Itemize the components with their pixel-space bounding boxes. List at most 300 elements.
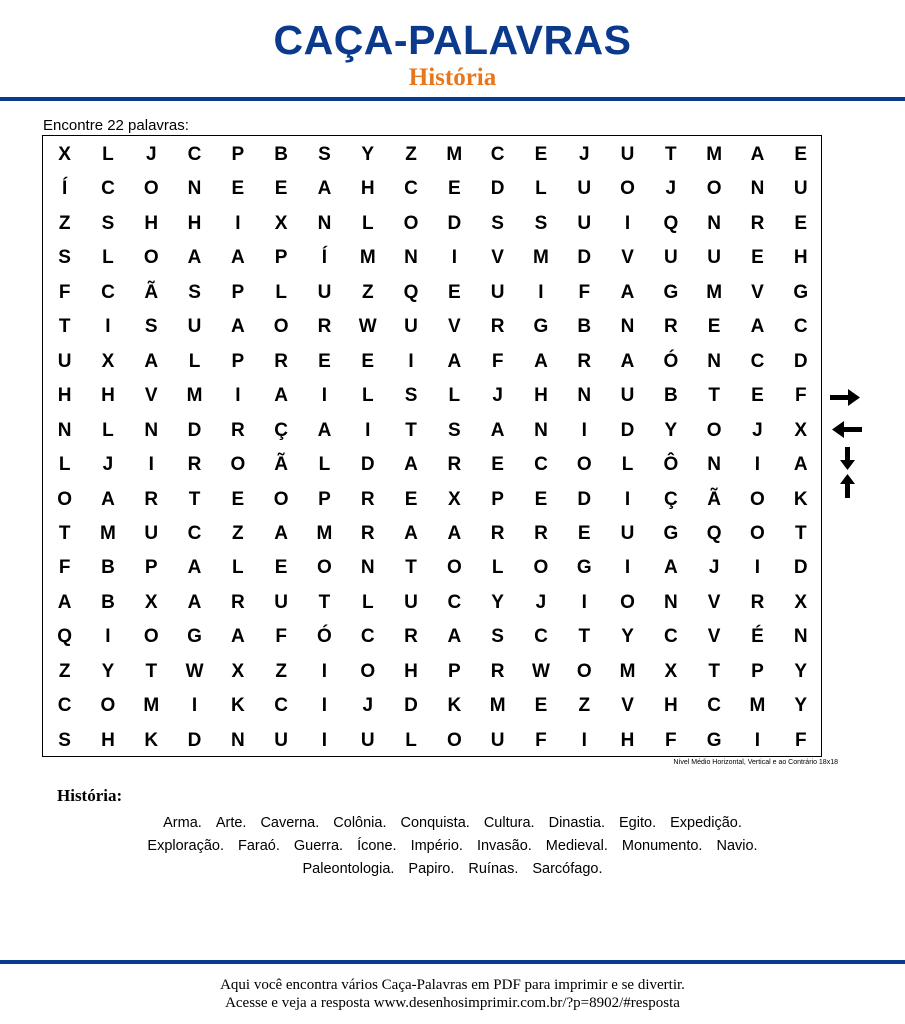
grid-cell[interactable]: V	[707, 591, 721, 613]
grid-cell[interactable]: L	[102, 144, 114, 165]
grid-cell[interactable]: M	[706, 281, 723, 303]
grid-cell[interactable]: H	[360, 178, 375, 200]
grid-cell[interactable]: O	[533, 557, 549, 579]
grid-cell[interactable]: O	[706, 178, 722, 200]
grid-cell[interactable]: E	[231, 178, 245, 200]
grid-cell[interactable]: C	[101, 281, 115, 303]
grid-cell[interactable]: H	[57, 385, 72, 407]
grid-cell[interactable]: U	[404, 316, 418, 338]
grid-cell[interactable]: R	[490, 522, 505, 544]
grid-cell[interactable]: N	[663, 591, 678, 613]
grid-cell[interactable]: H	[793, 247, 808, 269]
grid-cell[interactable]: C	[447, 591, 462, 613]
grid-cell[interactable]: I	[581, 729, 587, 751]
grid-cell[interactable]: Y	[491, 591, 504, 613]
grid-cell[interactable]: J	[492, 385, 503, 407]
grid-cell[interactable]: P	[447, 660, 461, 682]
grid-cell[interactable]: R	[230, 419, 245, 441]
grid-cell[interactable]: L	[361, 212, 374, 234]
grid-cell[interactable]: D	[577, 247, 592, 269]
grid-cell[interactable]: A	[57, 591, 72, 613]
grid-cell[interactable]: F	[578, 281, 591, 303]
grid-cell[interactable]: N	[360, 557, 375, 579]
grid-cell[interactable]: T	[405, 557, 417, 579]
grid-cell[interactable]: X	[794, 591, 808, 613]
grid-cell[interactable]: M	[489, 695, 506, 717]
grid-cell[interactable]: O	[143, 178, 159, 200]
grid-cell[interactable]: N	[707, 350, 722, 372]
grid-cell[interactable]: B	[101, 591, 115, 613]
grid-cell[interactable]: I	[754, 454, 761, 476]
grid-cell[interactable]: N	[57, 419, 72, 441]
grid-cell[interactable]: B	[101, 557, 115, 579]
grid-cell[interactable]: A	[404, 522, 418, 544]
grid-cell[interactable]: A	[750, 144, 765, 165]
grid-cell[interactable]: O	[230, 454, 246, 476]
grid-cell[interactable]: R	[360, 488, 375, 510]
grid-cell[interactable]: Q	[57, 626, 73, 648]
grid-cell[interactable]: T	[318, 591, 331, 613]
grid-cell[interactable]: E	[751, 385, 764, 407]
grid-cell[interactable]: O	[317, 557, 332, 579]
grid-cell[interactable]: U	[620, 385, 635, 407]
grid-cell[interactable]: O	[273, 488, 289, 510]
grid-cell[interactable]: Y	[101, 660, 115, 682]
grid-cell[interactable]: J	[752, 419, 763, 441]
grid-cell[interactable]: N	[793, 626, 808, 648]
grid-cell[interactable]: S	[58, 729, 71, 751]
grid-cell[interactable]: A	[534, 350, 548, 372]
grid-cell[interactable]: D	[577, 488, 592, 510]
grid-cell[interactable]: X	[447, 488, 461, 510]
grid-cell[interactable]: T	[665, 144, 677, 165]
grid-cell[interactable]: U	[577, 178, 592, 200]
grid-cell[interactable]: X	[231, 660, 245, 682]
grid-cell[interactable]: B	[577, 316, 592, 338]
grid-cell[interactable]: N	[534, 419, 548, 441]
grid-cell[interactable]: R	[230, 591, 245, 613]
grid-cell[interactable]: A	[187, 557, 202, 579]
grid-cell[interactable]: I	[408, 350, 414, 372]
grid-cell[interactable]: L	[275, 281, 287, 303]
grid-cell[interactable]: R	[144, 488, 159, 510]
grid-cell[interactable]: E	[534, 488, 548, 510]
grid-cell[interactable]: K	[144, 729, 159, 751]
grid-cell[interactable]: Z	[405, 144, 417, 165]
grid-cell[interactable]: Q	[706, 522, 722, 544]
grid-cell[interactable]: V	[491, 247, 504, 269]
grid-cell[interactable]: M	[619, 660, 636, 682]
grid-cell[interactable]: O	[576, 660, 592, 682]
grid-cell[interactable]: L	[58, 454, 71, 476]
grid-cell[interactable]: I	[754, 557, 761, 579]
grid-cell[interactable]: C	[101, 178, 115, 200]
grid-cell[interactable]: B	[274, 144, 289, 165]
grid-cell[interactable]: P	[318, 488, 331, 510]
grid-cell[interactable]: N	[707, 212, 722, 234]
grid-cell[interactable]: D	[620, 419, 635, 441]
grid-cell[interactable]: A	[230, 626, 245, 648]
grid-cell[interactable]: I	[321, 729, 328, 751]
grid-cell[interactable]: H	[101, 385, 115, 407]
grid-cell[interactable]: E	[707, 316, 721, 338]
grid-cell[interactable]: J	[145, 144, 157, 165]
grid-cell[interactable]: D	[793, 350, 808, 372]
grid-cell[interactable]: A	[101, 488, 115, 510]
grid-cell[interactable]: Z	[275, 660, 287, 682]
grid-cell[interactable]: L	[361, 385, 374, 407]
grid-cell[interactable]: R	[447, 454, 462, 476]
grid-cell[interactable]: P	[144, 557, 158, 579]
grid-cell[interactable]: V	[447, 316, 461, 338]
grid-cell[interactable]: Z	[361, 281, 374, 303]
grid-cell[interactable]: R	[360, 522, 375, 544]
grid-cell[interactable]: M	[446, 144, 463, 165]
grid-cell[interactable]: N	[187, 178, 202, 200]
grid-cell[interactable]: Y	[621, 626, 634, 648]
grid-cell[interactable]: R	[534, 522, 548, 544]
grid-cell[interactable]: K	[230, 695, 245, 717]
grid-cell[interactable]: N	[404, 247, 418, 269]
grid-cell[interactable]: O	[100, 695, 116, 717]
grid-cell[interactable]: A	[490, 419, 505, 441]
grid-cell[interactable]: S	[491, 626, 504, 648]
grid-cell[interactable]: I	[624, 488, 631, 510]
grid-cell[interactable]: H	[187, 212, 202, 234]
grid-cell[interactable]: L	[361, 591, 374, 613]
grid-cell[interactable]: C	[663, 626, 678, 648]
grid-cell[interactable]: X	[58, 144, 71, 165]
grid-cell[interactable]: U	[490, 281, 505, 303]
grid-cell[interactable]: A	[230, 247, 245, 269]
grid-cell[interactable]: K	[793, 488, 808, 510]
grid-cell[interactable]: O	[750, 488, 765, 510]
grid-cell[interactable]: H	[620, 729, 635, 751]
grid-cell[interactable]: A	[750, 316, 765, 338]
grid-cell[interactable]: N	[230, 729, 245, 751]
grid-cell[interactable]: C	[490, 144, 505, 165]
grid-cell[interactable]: A	[620, 281, 635, 303]
grid-cell[interactable]: D	[360, 454, 375, 476]
grid-cell[interactable]: X	[274, 212, 288, 234]
grid-cell[interactable]: F	[58, 557, 71, 579]
grid-cell[interactable]: N	[750, 178, 765, 200]
grid-cell[interactable]: F	[535, 729, 547, 751]
grid-cell[interactable]: E	[274, 557, 288, 579]
grid-cell[interactable]: Ã	[707, 488, 722, 510]
grid-cell[interactable]: M	[533, 247, 549, 269]
grid-cell[interactable]: V	[621, 695, 634, 717]
grid-cell[interactable]: E	[231, 488, 245, 510]
grid-cell[interactable]: T	[58, 522, 71, 544]
grid-cell[interactable]: F	[491, 350, 504, 372]
grid-cell[interactable]: U	[490, 729, 505, 751]
grid-cell[interactable]: P	[274, 247, 288, 269]
grid-cell[interactable]: K	[447, 695, 462, 717]
grid-cell[interactable]: L	[188, 350, 201, 372]
grid-cell[interactable]: M	[316, 522, 333, 544]
grid-cell[interactable]: T	[405, 419, 417, 441]
grid-cell[interactable]: O	[706, 419, 722, 441]
grid-cell[interactable]: J	[665, 178, 677, 200]
grid-cell[interactable]: U	[404, 591, 418, 613]
grid-cell[interactable]: E	[361, 350, 375, 372]
grid-cell[interactable]: M	[706, 144, 723, 165]
grid-cell[interactable]: J	[578, 144, 590, 165]
grid-cell[interactable]: I	[365, 419, 371, 441]
grid-cell[interactable]: H	[144, 212, 159, 234]
grid-cell[interactable]: S	[101, 212, 115, 234]
grid-cell[interactable]: L	[621, 454, 634, 476]
grid-cell[interactable]: I	[321, 660, 328, 682]
grid-cell[interactable]: A	[793, 454, 808, 476]
grid-cell[interactable]: P	[751, 660, 764, 682]
grid-cell[interactable]: E	[751, 247, 764, 269]
grid-cell[interactable]: E	[534, 695, 548, 717]
grid-cell[interactable]: L	[405, 729, 417, 751]
grid-cell[interactable]: A	[447, 350, 462, 372]
grid-cell[interactable]: F	[58, 281, 71, 303]
grid-cell[interactable]: D	[490, 178, 505, 200]
grid-cell[interactable]: O	[446, 557, 462, 579]
grid-cell[interactable]: L	[448, 385, 461, 407]
grid-cell[interactable]: V	[707, 626, 721, 648]
grid-cell[interactable]: A	[187, 591, 202, 613]
grid-cell[interactable]: O	[403, 212, 419, 234]
grid-cell[interactable]: P	[231, 350, 245, 372]
grid-cell[interactable]: G	[576, 557, 592, 579]
grid-cell[interactable]: O	[143, 626, 159, 648]
grid-cell[interactable]: U	[274, 591, 289, 613]
grid-cell[interactable]: A	[274, 385, 289, 407]
grid-cell[interactable]: U	[577, 212, 592, 234]
grid-cell[interactable]: T	[794, 522, 807, 544]
grid-cell[interactable]: P	[231, 281, 245, 303]
grid-cell[interactable]: O	[576, 454, 592, 476]
grid-cell[interactable]: M	[100, 522, 116, 544]
grid-cell[interactable]: W	[531, 660, 550, 682]
grid-cell[interactable]: D	[187, 729, 202, 751]
grid-cell[interactable]: Ó	[663, 350, 679, 372]
grid-cell[interactable]: U	[663, 247, 678, 269]
grid-cell[interactable]: I	[624, 557, 631, 579]
grid-cell[interactable]: F	[794, 385, 807, 407]
grid-cell[interactable]: Y	[664, 419, 678, 441]
grid-cell[interactable]: R	[663, 316, 678, 338]
grid-cell[interactable]: C	[793, 316, 808, 338]
grid-cell[interactable]: A	[317, 419, 332, 441]
grid-cell[interactable]: R	[490, 316, 505, 338]
grid-cell[interactable]: P	[231, 144, 245, 165]
grid-cell[interactable]: J	[102, 454, 114, 476]
grid-cell[interactable]: Y	[794, 660, 808, 682]
grid-cell[interactable]: R	[317, 316, 332, 338]
grid-cell[interactable]: U	[793, 178, 808, 200]
grid-cell[interactable]: C	[534, 626, 548, 648]
grid-cell[interactable]: S	[188, 281, 201, 303]
grid-cell[interactable]: N	[577, 385, 592, 407]
grid-cell[interactable]: R	[750, 212, 765, 234]
grid-cell[interactable]: S	[318, 144, 331, 165]
grid-cell[interactable]: R	[187, 454, 202, 476]
grid-cell[interactable]: E	[318, 350, 331, 372]
grid-cell[interactable]: I	[754, 729, 761, 751]
grid-cell[interactable]: C	[57, 695, 72, 717]
grid-cell[interactable]: E	[491, 454, 504, 476]
grid-cell[interactable]: E	[447, 281, 461, 303]
grid-cell[interactable]: Ô	[663, 454, 679, 476]
grid-cell[interactable]: M	[359, 247, 376, 269]
grid-cell[interactable]: O	[273, 316, 289, 338]
grid-cell[interactable]: B	[663, 385, 678, 407]
grid-cell[interactable]: O	[750, 522, 765, 544]
grid-cell[interactable]: T	[188, 488, 201, 510]
grid-cell[interactable]: R	[404, 626, 418, 648]
grid-cell[interactable]: S	[491, 212, 504, 234]
grid-cell[interactable]: D	[447, 212, 462, 234]
grid-cell[interactable]: A	[144, 350, 159, 372]
grid-cell[interactable]: C	[187, 522, 202, 544]
grid-cell[interactable]: T	[145, 660, 158, 682]
grid-cell[interactable]: X	[101, 350, 115, 372]
grid-cell[interactable]: I	[191, 695, 198, 717]
grid-cell[interactable]: S	[58, 247, 71, 269]
grid-cell[interactable]: M	[186, 385, 203, 407]
grid-cell[interactable]: V	[621, 247, 634, 269]
grid-cell[interactable]: L	[535, 178, 547, 200]
grid-cell[interactable]: I	[321, 385, 328, 407]
grid-cell[interactable]: W	[185, 660, 204, 682]
grid-cell[interactable]: E	[794, 144, 808, 165]
grid-cell[interactable]: Í	[321, 247, 328, 269]
grid-cell[interactable]: I	[581, 591, 587, 613]
grid-cell[interactable]: O	[446, 729, 462, 751]
grid-cell[interactable]: Z	[232, 522, 244, 544]
grid-cell[interactable]: N	[144, 419, 159, 441]
grid-cell[interactable]: T	[708, 660, 720, 682]
grid-cell[interactable]: U	[144, 522, 159, 544]
grid-cell[interactable]: N	[620, 316, 635, 338]
grid-cell[interactable]: Y	[361, 144, 375, 165]
grid-cell[interactable]: T	[58, 316, 71, 338]
grid-cell[interactable]: R	[274, 350, 289, 372]
grid-cell[interactable]: I	[321, 695, 328, 717]
grid-cell[interactable]: X	[794, 419, 808, 441]
grid-cell[interactable]: U	[620, 522, 635, 544]
grid-cell[interactable]: D	[404, 695, 418, 717]
grid-cell[interactable]: U	[187, 316, 202, 338]
grid-cell[interactable]: N	[317, 212, 332, 234]
grid-cell[interactable]: A	[620, 350, 635, 372]
grid-cell[interactable]: H	[101, 729, 115, 751]
grid-cell[interactable]: M	[143, 695, 160, 717]
grid-cell[interactable]: I	[624, 212, 631, 234]
grid-cell[interactable]: T	[708, 385, 720, 407]
grid-cell[interactable]: Ã	[274, 454, 289, 476]
grid-cell[interactable]: D	[793, 557, 808, 579]
grid-cell[interactable]: V	[144, 385, 158, 407]
grid-cell[interactable]: S	[144, 316, 158, 338]
grid-cell[interactable]: É	[751, 626, 764, 648]
grid-cell[interactable]: L	[318, 454, 331, 476]
grid-cell[interactable]: A	[187, 247, 202, 269]
grid-cell[interactable]: L	[102, 247, 114, 269]
grid-cell[interactable]: U	[57, 350, 72, 372]
grid-cell[interactable]: X	[664, 660, 678, 682]
grid-cell[interactable]: U	[707, 247, 722, 269]
grid-cell[interactable]: O	[143, 247, 159, 269]
grid-cell[interactable]: J	[535, 591, 547, 613]
grid-cell[interactable]: S	[447, 419, 461, 441]
grid-cell[interactable]: L	[102, 419, 114, 441]
grid-cell[interactable]: F	[275, 626, 287, 648]
grid-cell[interactable]: S	[534, 212, 548, 234]
grid-cell[interactable]: T	[578, 626, 591, 648]
grid-cell[interactable]: I	[581, 419, 587, 441]
grid-cell[interactable]: I	[105, 626, 111, 648]
grid-cell[interactable]: O	[620, 178, 635, 200]
grid-cell[interactable]: G	[187, 626, 202, 648]
grid-cell[interactable]: I	[235, 212, 241, 234]
grid-cell[interactable]: F	[665, 729, 677, 751]
grid-cell[interactable]: E	[404, 488, 418, 510]
grid-cell[interactable]: O	[57, 488, 73, 510]
grid-cell[interactable]: A	[447, 522, 462, 544]
grid-cell[interactable]: G	[663, 522, 679, 544]
grid-cell[interactable]: S	[404, 385, 418, 407]
grid-cell[interactable]: H	[534, 385, 548, 407]
grid-cell[interactable]: C	[750, 350, 765, 372]
grid-cell[interactable]: A	[447, 626, 462, 648]
grid-cell[interactable]: Ç	[663, 488, 678, 510]
grid-cell[interactable]: N	[707, 454, 722, 476]
grid-cell[interactable]: C	[534, 454, 548, 476]
grid-cell[interactable]: L	[232, 557, 244, 579]
grid-cell[interactable]: Z	[58, 660, 71, 682]
grid-cell[interactable]: I	[148, 454, 154, 476]
grid-cell[interactable]: C	[187, 144, 202, 165]
grid-cell[interactable]: Q	[403, 281, 419, 303]
grid-cell[interactable]: G	[793, 281, 809, 303]
grid-cell[interactable]: E	[274, 178, 288, 200]
grid-cell[interactable]: Ç	[274, 419, 289, 441]
grid-cell[interactable]: C	[404, 178, 418, 200]
grid-cell[interactable]: I	[105, 316, 111, 338]
grid-cell[interactable]: L	[491, 557, 504, 579]
grid-cell[interactable]: I	[538, 281, 544, 303]
grid-cell[interactable]: Q	[663, 212, 679, 234]
grid-cell[interactable]: A	[404, 454, 418, 476]
grid-cell[interactable]: O	[620, 591, 635, 613]
grid-cell[interactable]: J	[708, 557, 720, 579]
grid-cell[interactable]: V	[751, 281, 764, 303]
grid-cell[interactable]: R	[750, 591, 765, 613]
grid-cell[interactable]: G	[706, 729, 722, 751]
grid-cell[interactable]: H	[404, 660, 418, 682]
grid-cell[interactable]: E	[534, 144, 548, 165]
grid-cell[interactable]: I	[451, 247, 457, 269]
grid-cell[interactable]: C	[707, 695, 722, 717]
grid-cell[interactable]: G	[663, 281, 679, 303]
grid-cell[interactable]: C	[360, 626, 375, 648]
grid-cell[interactable]: X	[144, 591, 158, 613]
grid-cell[interactable]: Ó	[317, 626, 332, 648]
grid-cell[interactable]: R	[577, 350, 592, 372]
grid-cell[interactable]: C	[274, 695, 289, 717]
grid-cell[interactable]: U	[360, 729, 375, 751]
grid-cell[interactable]: H	[663, 695, 678, 717]
grid-cell[interactable]: W	[358, 316, 377, 338]
